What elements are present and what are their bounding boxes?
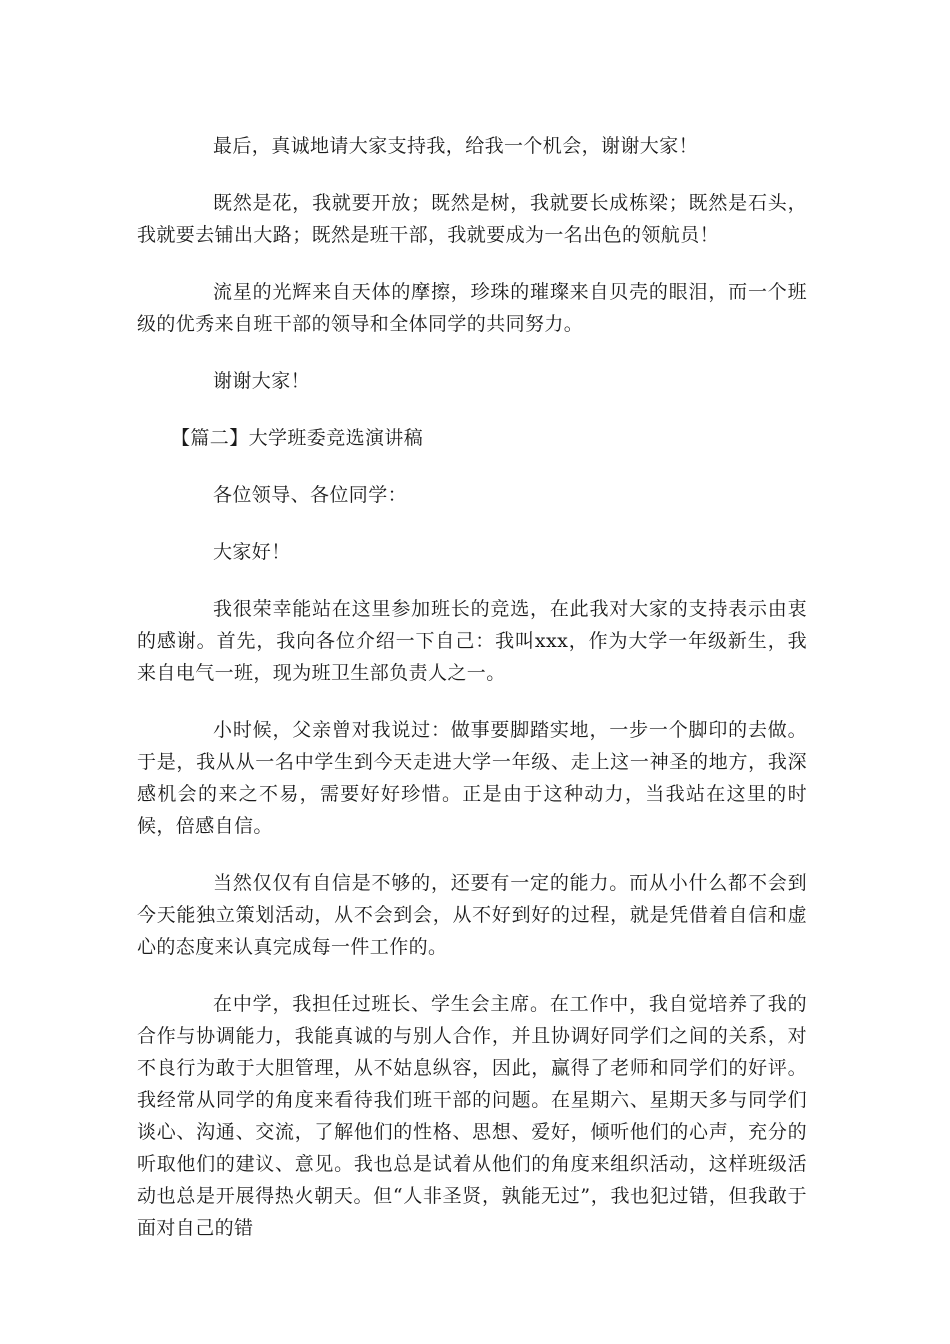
paragraph-meteor-pearl: 流星的光辉来自天体的摩擦，珍珠的璀璨来自贝壳的眼泪，而一个班级的优秀来自班干部的领导和全体同学的共同努力。 [137,281,807,335]
paragraph-middle-school: 在中学，我担任过班长、学生会主席。在工作中，我自觉培养了我的合作与协调能力，我能真诚的与别人合作，并且协调好同学们之间的关系，对不良行为敢于大胆管理，从不姑息纵容，因此，赢得了老师和同学们的好评。我经常从同学的角度来看待我们班干部的问题。在星期六、星期天多与同学们谈心、沟通、交流，了解他们的性格、思想、爱好，倾听他们的心声，充分的听取他们的建议、意见。我也总是试着从他们的角度来组织活动，这样班级活动也总是开展得热火朝天。但“人非圣贤，孰能无过”，我也犯过错，但我敢于面对自己的错 [137,993,807,1239]
paragraph-introduction: 我很荣幸能站在这里参加班长的竞选，在此我对大家的支持表示由衷的感谢。首先，我向各位介绍一下自己：我叫xxx，作为大学一年级新生，我来自电气一班，现为班卫生部负责人之一。 [137,598,807,684]
paragraph-salutation: 各位领导、各位同学： [213,484,408,506]
paragraph-thanks: 谢谢大家！ [213,370,311,392]
paragraph-closing-request: 最后，真诚地请大家支持我，给我一个机会，谢谢大家！ [213,135,699,157]
paragraph-greeting: 大家好！ [213,541,291,563]
paragraph-childhood: 小时候，父亲曾对我说过：做事要脚踏实地，一步一个脚印的去做。于是，我从从一名中学生到今天走进大学一年级、走上这一神圣的地方，我深感机会的来之不易，需要好好珍惜。正是由于这种动力，当我站在这里的时候，倍感自信。 [137,719,807,837]
document-body [137,130,807,1269]
paragraph-ability: 当然仅仅有自信是不够的，还要有一定的能力。而从小什么都不会到今天能独立策划活动，从不会到会，从不好到好的过程，就是凭借着自信和虚心的态度来认真完成每一件工作的。 [137,872,807,958]
paragraph-flower-tree: 既然是花，我就要开放；既然是树，我就要长成栋梁；既然是石头，我就要去铺出大路；既然是班干部，我就要成为一名出色的领航员！ [137,192,807,246]
section-heading: 【篇二】大学班委竞选演讲稿 [171,427,424,449]
